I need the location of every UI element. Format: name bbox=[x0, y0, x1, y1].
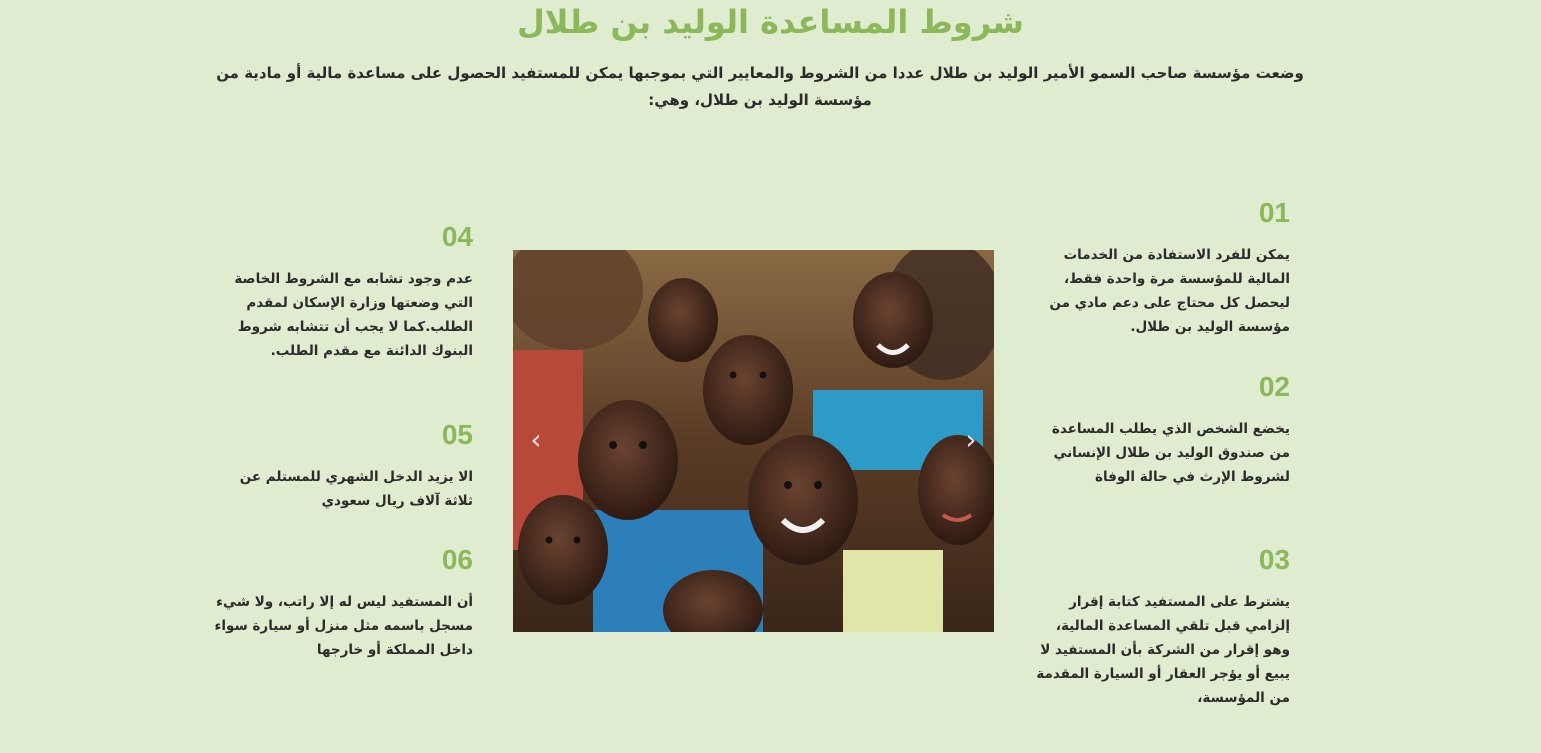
condition-item bbox=[1030, 544, 1290, 710]
condition-text: يشترط على المستفيد كتابة إقرار إلزامي قبل تلقي المساعدة المالية، وهو إقرار من الشركة بأن المستفيد لا يبيع أو يؤجر العقار أو السيارة المقدمة من المؤسسة، bbox=[1036, 594, 1290, 706]
condition-number: 01 bbox=[1258, 197, 1290, 228]
chevron-left-icon[interactable]: ‹ bbox=[530, 423, 542, 456]
condition-text: يمكن للفرد الاستفادة من الخدمات المالية للمؤسسة مرة واحدة فقط، ليحصل كل محتاج على دعم مادي من مؤسسة الوليد بن طلال. bbox=[1049, 247, 1290, 335]
chevron-right-icon[interactable]: › bbox=[965, 423, 977, 456]
condition-number: 02 bbox=[1258, 371, 1290, 402]
condition-item bbox=[1030, 197, 1290, 339]
condition-number: 05 bbox=[441, 419, 473, 450]
condition-item bbox=[1030, 371, 1290, 489]
page-title: شروط المساعدة الوليد بن طلال bbox=[517, 3, 1024, 41]
condition-number: 06 bbox=[441, 544, 473, 575]
condition-item bbox=[213, 221, 473, 363]
condition-number: 03 bbox=[1258, 544, 1290, 575]
image-slider bbox=[513, 250, 994, 632]
condition-item bbox=[213, 419, 473, 513]
condition-text: أن المستفيد ليس له إلا راتب، ولا شيء مسجل باسمه مثل منزل أو سيارة سواء داخل المملكة أو خارجها bbox=[214, 594, 473, 658]
condition-number: 04 bbox=[441, 221, 473, 252]
condition-text: عدم وجود تشابه مع الشروط الخاصة التي وضعتها وزارة الإسكان لمقدم الطلب.كما لا يجب أن تتشابه شروط البنوك الدائنة مع مقدم الطلب. bbox=[234, 271, 473, 359]
condition-item bbox=[213, 544, 473, 662]
condition-text: يخضع الشخص الذي يطلب المساعدة من صندوق الوليد بن طلال الإنساني لشروط الإرث في حالة الوفاة bbox=[1051, 421, 1290, 485]
intro-text: وضعت مؤسسة صاحب السمو الأمير الوليد بن طلال عددا من الشروط والمعايير التي بموجبها يمكن للمستفيد الحصول على مساعدة مالية أو مادية من مؤسسة الوليد بن طلال، وهي: bbox=[216, 64, 1304, 109]
condition-text: الا يزيد الدخل الشهري للمستلم عن ثلاثة آلاف ريال سعودي bbox=[239, 469, 473, 509]
children-photo bbox=[513, 250, 994, 632]
